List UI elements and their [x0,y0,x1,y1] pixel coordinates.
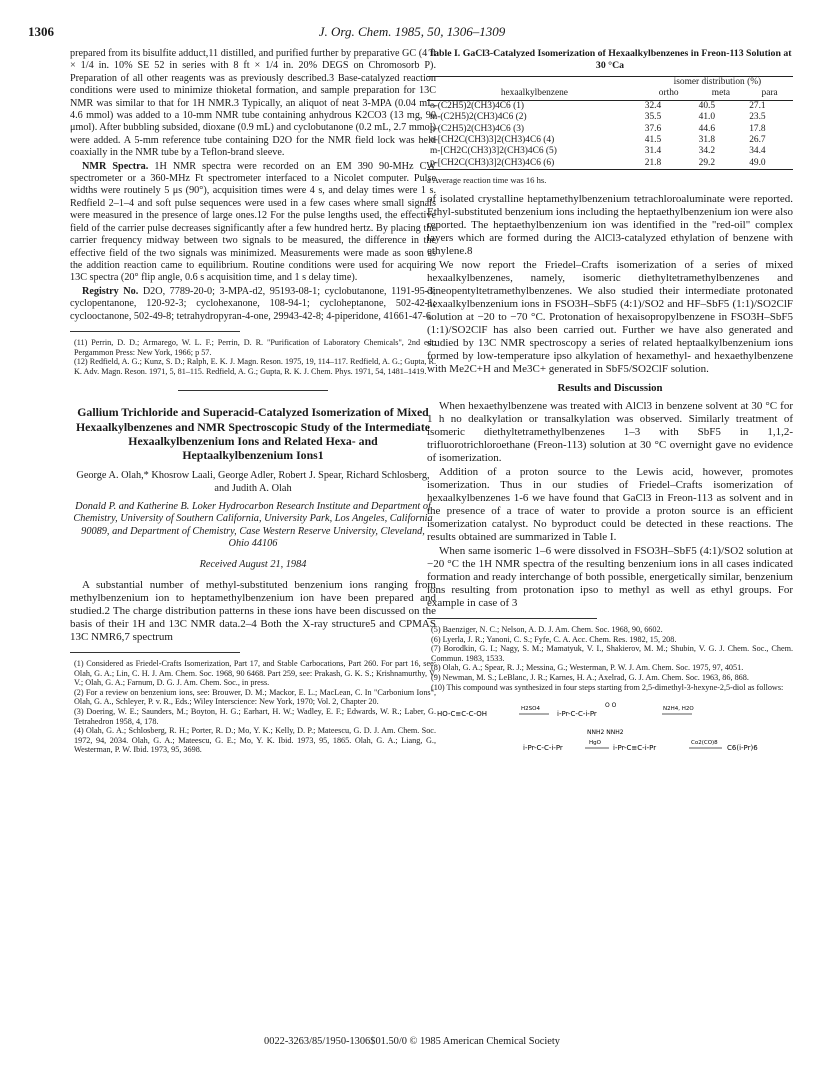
scheme-reactant: HO-C≡C-C-OH [437,710,488,719]
synthesis-scheme [427,698,793,768]
table-cell: 31.4 [644,146,662,157]
nmr-spectra-paragraph [70,161,436,285]
scheme-reagent: H2SO4 [521,706,540,713]
footnote-9: (9) Newman, M. S.; LeBlanc, J. R.; Karnes, H. A.; Axelrad, G. J. Am. Chem. Soc. 1963, 86, 868. [431,673,749,683]
scheme-reagent: N2H4, H2O [663,706,694,713]
table-cell: 23.5 [749,112,766,123]
right-column [427,48,793,773]
table-cell: o-[CH2C(CH3)3]2(CH3)4C6 (4) [430,135,555,146]
scheme-intermediate: i-Pr-C-C-i-Pr [557,710,597,719]
table-cell: 17.8 [749,123,766,134]
table-cell: 44.6 [698,123,716,134]
page-number: 1306 [28,24,54,39]
table-cell: 40.5 [698,100,716,111]
intro-paragraph: A substantial number of methyl-substituted benzenium ions ranging from methylbenzenium ion to heptamethylbenzenium ion have been prepared and studied.2 The charge distribution patterns in these ions have been discussed on the basis of their 1H and 13C NMR data.2–4 Both the X-ray structure5 and CPMAS 13C NMR6,7 spectrum [70,578,436,643]
footnote-divider-2 [70,652,240,653]
footnote-11: (11) Perrin, D. D.; Armarego, W. L. F.; Perrin, D. R. "Purification of Laboratory Chemicals", 2nd ed.; Pergammon Press: New York, 1966; p 57. [74,337,436,357]
table-header-para: para [761,88,778,99]
footnote-6: (6) Lyerla, J. R.; Yanoni, C. S.; Fyfe, C. A. Acc. Chem. Res. 1982, 15, 208. [431,634,677,644]
nmr-spectra-heading: NMR Spectra. [82,160,149,172]
table-row [427,124,793,135]
table-cell: 21.8 [644,157,662,168]
footnote-divider [70,331,240,332]
footnote-10: (10) This compound was synthesized in four steps starting from 2,5-dimethyl-3-hexyne-2,5-diol as follows: [431,682,784,692]
article-authors: George A. Olah,* Khosrow Laali, George Adler, Robert J. Spear, Richard Schlosberg, and Judith A. Olah [76,470,430,494]
table-row [427,100,793,112]
table-cell: 27.1 [749,100,766,111]
section-heading: Results and Discussion [557,381,663,394]
table-cell: m-(C2H5)2(CH3)4C6 (2) [430,112,527,123]
footnote-1: (1) Considered as Friedel-Crafts Isomerization, Part 17, and Stable Carbocations, Part 260. For part 16, see: Olah, G. A.; Lin, C. H. J. Am. Chem. Soc. 1968, 90 6468. Part 259, see: Prakash, G. K. S.; Krishnamurthy, V. V.; Olah, G. A.; Farnum, D. G. J. Am. Chem. Soc., in press. [74,658,436,688]
body-paragraph: When hexaethylbenzene was treated with AlCl3 in benzene solvent at 30 °C for 1 h no dealkylation or transalkylation was observed. Similarly treatment of isomeric diethyltetramethylbenzenes 1–3 with SbF5 in 1,1,2-trifluorotrichloroethane (Freon-113) solution at 30 °C overnight gave no evidence of isomerization. [427,400,793,465]
body-paragraph: We now report the Friedel–Crafts isomerization of a series of mixed hexaalkylbenzenes, namely, isomeric diethyltetramethylbenzenes and dineopentyltetramethylbenzenes. We also studied their intermediate protonated hexaalkylbenzenium ions in FSO3H–SbF5 (4:1)/SO2 and HF–SbF5 (1:1)/SO2ClF solution at −20 to −70 °C. Protonation of hexaisopropylbenzene in FSO3H–SbF5 (1:1)/SO2ClF has also been carried out. Further we have also generated and studied by 13C NMR spectroscopy a series of related heptaalkylbenzenium ions formed by low-temperature ipso alkylation of hexamethyl- and hexaethylbenzene with Me2C+H and Me3C+ generated in SbF5/SO2ClF solution. [427,258,793,375]
table-cell: 34.4 [749,146,766,157]
scheme-reagent: HgO [589,740,601,747]
table-cell: p-(C2H5)2(CH3)4C6 (3) [430,123,524,134]
table-cell: 34.2 [698,146,716,157]
table-cell: 49.0 [749,157,766,168]
table-cell: 41.5 [644,135,662,146]
running-header [28,24,796,42]
footnote-4: (4) Olah, G. A.; Schlosberg, R. H.; Porter, R. D.; Mo, Y. K.; Kelly, D. P.; Mateescu, G. D. J. Am. Chem. Soc. 1972, 94, 2034. Olah, G. A.; Mateescu, G. E.; Mo, Y. K. Ibid. 1973, 95, 1865. Olah, G. A.; Liang, G., Westerman, P. W. Ibid. 1973, 95, 3698. [74,726,436,755]
footnote-12: (12) Redfield, A. G.; Kunz, S. D.; Ralph, E. K. J. Magn. Reson. 1975, 19, 114–117. Redfield, A. G.; Gupta, R. K. Adv. Magn. Reson. 1971, 5, 81–115. Redfield, A. G.; Gupta, R. K. J. Chem. Phys. 1971, 54, 1481–1419. [74,357,436,376]
table-cell: 35.5 [644,112,662,123]
body-paragraph: Addition of a proton source to the Lewis acid, however, promotes isomerization. Thus in our studies of Friedel–Crafts isomerization of hexaalkylbenzenes 1-6 we have found that GaCl3 in Freon-113 as solvent and in the presence of a trace of water to provide a proton source is an efficient isomerization catalyst. No byproduct could be detected in these reactions. The results obtained are summarized in Table I. [427,466,793,544]
article-title: Gallium Trichloride and Superacid-Catalyzed Isomerization of Mixed Hexaalkylbenzenes and NMR Spectroscopic Study of the Intermediate Hexaalkylbenzenium Ions and Related Hexa- and Heptaalkylbenzenium Ions1 [76,405,430,462]
scheme-hydrazone-label: NNH2 NNH2 [587,729,624,737]
body-paragraph: of isolated crystalline heptamethylbenzenium tetrachloroaluminate were reported. Ethyl-substituted benzenium ions including the heptaethylbenzenium ion were also reported. The heptaethylbenzenium ion was identified in the "red-oil" complex layers which are formed during the AlCl3-catalyzed ethylation of benzene with ethylene.8 [427,192,793,257]
table-header-compound: hexaalkylbenzene [500,88,568,99]
table-row [427,158,793,170]
table-footnote: a Average reaction time was 16 hs. [427,175,547,186]
footnote-2: (2) For a review on benzenium ions, see: Brouwer, D. M.; Mackor, E. L.; MacLean, C. In "Carbonium Ions", Olah, G. A., Schleyer, P. v. R., Eds.; Wiley Interscience: New York, 1970; Vol. 2, Chapter 20. [74,687,436,707]
scheme-carbonyl-o: O O [605,702,617,710]
table-cell: p-[CH2C(CH3)3]2(CH3)4C6 (6) [430,157,555,168]
table-header-ortho: ortho [658,88,679,99]
left-column [70,48,436,755]
nmr-spectra-text: 1H NMR spectra were recorded on an EM 390 90-MHz CW spectrometer or a 360-MHz Ft spectrometer interfaced to a Nicolet computer. Pulse widths were routinely 5 μs (90°), acquisition times were 4 s, and delay times were 1 s. Redfield 2–1–4 and soft pulse sequences were used in a few cases where small signals were measured in the presence of large ones.12 For the pulse lengths used, the effective field of the carrier pulse decreases significantly after a few hundred hertz. By placing the carrier frequency midway between two signals to be measured, the difference in the effective field of the two signals was minimized. Measurements were made as soon as the addition reaction came to equilibrium. Routine conditions were used for acquiring 13C spectra (20° flip angle, 0.6 s acquisition time, and 1 s delay time). [70,160,437,284]
received-date: Received August 21, 1984 [199,558,307,570]
scheme-product: C6(i-Pr)6 [727,744,758,753]
scheme-hydrazone: i-Pr-C-C-i-Pr [523,744,563,753]
scheme-alkyne: i-Pr-C≡C-i-Pr [613,744,657,753]
footnote-7: (7) Borodkin, G. I.; Nagy, S. M.; Mamatyuk, V. I., Shakierov, M. M.; Shubin, V. G. J. Chem. Soc., Chem. Commun. 1983, 1533. [431,644,793,663]
table-row [427,112,793,123]
table-group-header: isomer distribution (%) [673,77,762,87]
table-cell: 37.6 [644,123,662,134]
experimental-paragraph: prepared from its bisulfite adduct,11 distilled, and purified further by preparative GC (4 ft × 1/4 in. 10% SE 52 in series with 8 ft × 1/4 in. 20% DEGS on Chromosorb P). Preparation of all other reagents was as previously described.3 Base-catalyzed reaction conditions were used to minimize thioketal formation, and sample preparation for 13C NMR was similar to that for 1H NMR.3 Typically, an aliquot of neat 3-MPA (0.04 mL, 4.6 mmol) was added to a 10-mm NMR tube containing anhydrous K2CO3 (13 mg, 90 μmol). After bubbling subsided, dioxane (0.9 mL) and cyclobutanone (0.2 mL, 2.7 mmol) were added. A 5-mm reference tube containing D2O for the NMR field lock was held coaxially in the NMR tube by a Teflon-brand sleeve. [70,48,436,159]
table-cell: 41.0 [698,112,716,123]
table-cell: m-[CH2C(CH3)3]2(CH3)4C6 (5) [430,146,557,157]
scheme-reagent: Co2(CO)8 [691,740,718,747]
table-cell: 32.4 [644,100,662,111]
page-footer: 0022-3263/85/1950-1306$01.50/0 © 1985 American Chemical Society [264,1036,560,1047]
footnote-divider-3 [427,618,597,619]
table-cell: 26.7 [749,135,766,146]
article-divider [178,390,328,391]
isomerization-table [427,76,793,170]
table-row [427,146,793,157]
table-cell: o-(C2H5)2(CH3)4C6 (1) [430,100,524,111]
footnote-5: (5) Baenziger, N. C.; Nelson, A. D. J. Am. Chem. Soc. 1968, 90, 6602. [431,625,663,635]
registry-heading: Registry No. [82,285,139,297]
body-paragraph: When same isomeric 1–6 were dissolved in FSO3H–SbF5 (4:1)/SO2 solution at −20 °C the 1H NMR spectra of the resulting benzenium ions in all cases indicated formation and ready interchange of both possible, energetically similar, benzenium ions resulting from protonation ipso to methyl as well as ethyl groups. For example in case of 3 [427,545,793,610]
registry-text: D2O, 7789-20-0; 3-MPA-d2, 95193-08-1; cyclobutanone, 1191-95-3; cyclopentanone, 120-92-3; cyclohexanone, 108-94-1; cycloheptanone, 502-42-1; cyclooctanone, 502-49-8; tetrahydropyran-4-one, 29943-42-8; 4-piperidone, 41661-47-6. [70,285,436,322]
article-affiliation: Donald P. and Katherine B. Loker Hydrocarbon Research Institute and Department of Chemistry, University of Southern California, University Park, Los Angeles, California 90089, and Department of Chemistry, Case Western Reserve University, Cleveland, Ohio 44106 [73,500,433,550]
footnote-8: (8) Olah, G. A.; Spear, R. J.; Messina, G.; Westerman, P. W. J. Am. Chem. Soc. 1975, 97, 4051. [431,663,744,673]
table-title: Table I. GaCl3-Catalyzed Isomerization of Hexaalkylbenzenes in Freon-113 Solution at 30 °Ca [428,48,792,71]
table-row [427,135,793,146]
registry-paragraph [70,286,436,323]
table-cell: 31.8 [698,135,716,146]
table-header-meta: meta [711,88,731,99]
table-cell: 29.2 [698,157,716,168]
footnote-3: (3) Doering, W. E.; Saunders, M.; Boyton, H. G.; Earhart, H. W.; Wadley, E. F.; Edwards, W. R.; Laber, G. Tetrahedron 1958, 4, 178. [74,706,436,726]
journal-citation: J. Org. Chem. 1985, 50, 1306–1309 [318,24,506,39]
